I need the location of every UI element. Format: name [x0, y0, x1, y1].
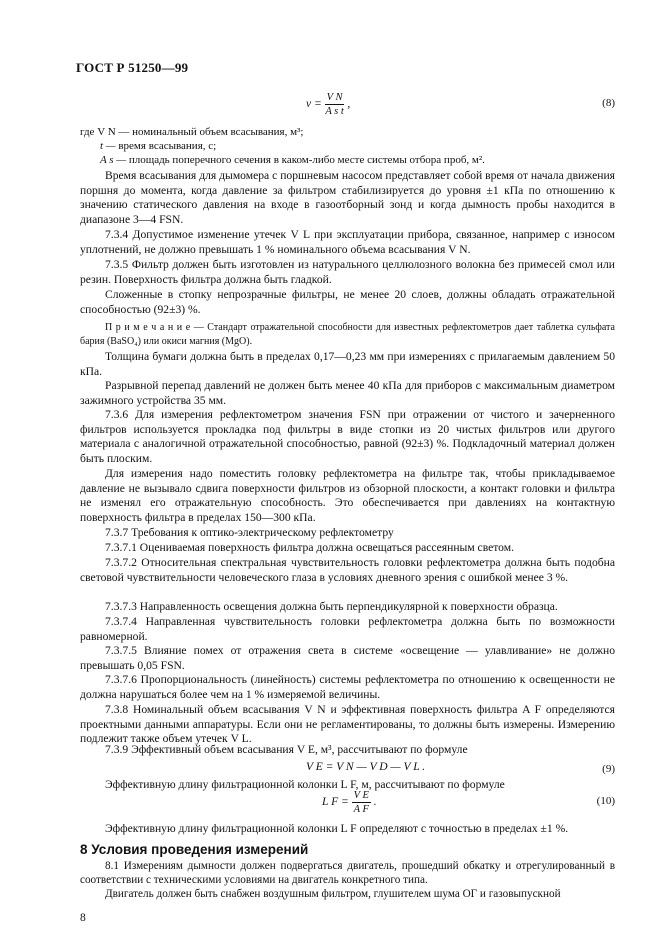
paragraph: 8.1 Измерениям дымности должен подвергаться двигатель, прошедший обкатку и отрегулированный в соответствии с техническими условиями на двигатель конкретного типа.: [80, 860, 615, 886]
definition-symbol: t —: [100, 140, 116, 152]
paragraph: 7.3.9 Эффективный объем всасывания V E, м³, рассчитывают по формуле: [105, 743, 468, 756]
eq8-lhs: v =: [306, 98, 322, 111]
eq8-fraction: [325, 92, 345, 117]
eq8-number: (8): [602, 97, 615, 109]
paragraph: 7.3.5 Фильтр должен быть изготовлен из натурального целлюлозного волокна без примесей смол или резин. Поверхность фильтра должна быть гладкой.: [80, 258, 615, 286]
paragraph: 7.3.7.4 Направленная чувствительность головки рефлектометра должна быть по возможности равномерной.: [80, 615, 615, 643]
paragraph: 7.3.6 Для измерения рефлектометром значения FSN при отражении от чистого и зачерненного фильтров используется прокладка под фильтры в виде стопки из 20 чистых фильтров или другого материала с аналогичной отражательной способностью, равной (92±3) %. Подкладочный материал должен быть плоским.: [80, 408, 615, 465]
paragraph: Разрывной перепад давлений не должен быть менее 40 кПа для приборов с максимальным диаметром зажимного устройства 35 мм.: [80, 379, 615, 407]
equation-8: [306, 92, 350, 117]
definition-row: [100, 140, 216, 153]
paragraph: 7.3.7 Требования к оптико-электрическому рефлектометру: [105, 526, 394, 539]
paragraph: 7.3.7.6 Пропорциональность (линейность) системы рефлектометра по отношению к освещенности не должна нарушаться более чем на 1 % измеряемой величины.: [80, 673, 615, 701]
paragraph: Для измерения надо поместить головку рефлектометра на фильтре так, чтобы прикладываемое давление не вызывало сдвига поверхности фильтров из обзорной плоскости, а контакт головки и фильтра не изменял его отражательную способность. Это обеспечивается при давлениях на контактную поверхность фильтра в пределах 150—300 кПа.: [80, 467, 615, 524]
paragraph: 7.3.8 Номинальный объем всасывания V N и эффективная поверхность фильтра A F определяются проектными данными аппаратуры. Если они не регламентированы, то должны быть измерены. Измерению подлежит также объем утечек V L.: [80, 703, 615, 746]
paragraph: Толщина бумаги должна быть в пределах 0,17—0,23 мм при измерениях с прилагаемым давлением 50 кПа.: [80, 350, 615, 378]
paragraph: Двигатель должен быть снабжен воздушным фильтром, глушителем шума ОГ и газовыпускной: [105, 888, 561, 900]
paragraph: Время всасывания для дымомера с поршневым насосом представляет собой время от начала движения поршня до момента, когда давление за фильтром стабилизируется до уровня ±1 кПа по отношению к значению статического давления на входе в газоотборный зонд и когда дымность пробы находится в диапазоне 3—4 FSN.: [80, 169, 615, 226]
eq8-tail: ,: [347, 98, 351, 111]
eq10-number: (10): [596, 795, 615, 807]
eq10-tail: .: [373, 796, 377, 809]
eq10-denominator: A F: [353, 804, 369, 815]
paragraph: 7.3.7.3 Направленность освещения должна быть перпендикулярной к поверхности образца.: [105, 600, 558, 613]
section-8-title: 8 Условия проведения измерений: [80, 842, 309, 857]
definition-symbol: где V N —: [80, 126, 130, 138]
definition-text: номинальный объем всасывания, м³;: [132, 126, 304, 138]
eq8-numerator: V N: [326, 92, 343, 103]
eq10-lhs: L F =: [322, 796, 349, 809]
definition-text: время всасывания, с;: [118, 140, 217, 152]
eq10-numerator: V E: [353, 790, 369, 801]
paragraph: 7.3.7.5 Влияние помех от отражения света в системе «освещение — улавливание» не должно превышать 0,05 FSN.: [80, 644, 615, 672]
definition-text: площадь поперечного сечения в каком-либо месте системы отбора проб, м².: [128, 154, 485, 166]
page-number: 8: [80, 912, 86, 924]
page-header: ГОСТ Р 51250—99: [76, 60, 189, 75]
eq10-fraction: [352, 790, 371, 815]
paragraph: Эффективную длину фильтрационной колонки L F определяют с точностью в пределах ±1 %.: [105, 822, 569, 835]
eq9-number: (9): [602, 763, 615, 775]
eq8-denominator: A s t: [325, 106, 344, 117]
definition-symbol: A s —: [100, 154, 127, 166]
definition-row: [100, 154, 485, 167]
paragraph: 7.3.7.1 Оцениваемая поверхность фильтра должна освещаться рассеянным светом.: [105, 541, 514, 554]
note: П р и м е ч а н и е — Стандарт отражательной способности для известных рефлектометров дает таблетка сульфата бария (BaSO₄) или окиси магния (MgO).: [80, 322, 615, 347]
equation-9: [306, 761, 425, 773]
paragraph: Сложенные в стопку непрозрачные фильтры, не менее 20 слоев, должны обладать отражательной способностью (92±3) %.: [80, 288, 615, 316]
paragraph: 7.3.7.2 Относительная спектральная чувствительность головки рефлектометра должна быть подобна световой чувствительности человеческого глаза в условиях дневного зрения с ошибкой менее 3 %.: [80, 556, 615, 584]
paragraph: Эффективную длину фильтрационной колонки L F, м, рассчитывают по формуле: [105, 778, 505, 791]
paragraph: 7.3.4 Допустимое изменение утечек V L при эксплуатации прибора, связанное, например с износом уплотнений, не должно превышать 1 % номинального объема всасывания V N.: [80, 228, 615, 256]
eq9-formula: V E = V N — V D — V L .: [306, 761, 426, 773]
definition-row: [80, 126, 303, 139]
equation-10: [322, 790, 377, 815]
